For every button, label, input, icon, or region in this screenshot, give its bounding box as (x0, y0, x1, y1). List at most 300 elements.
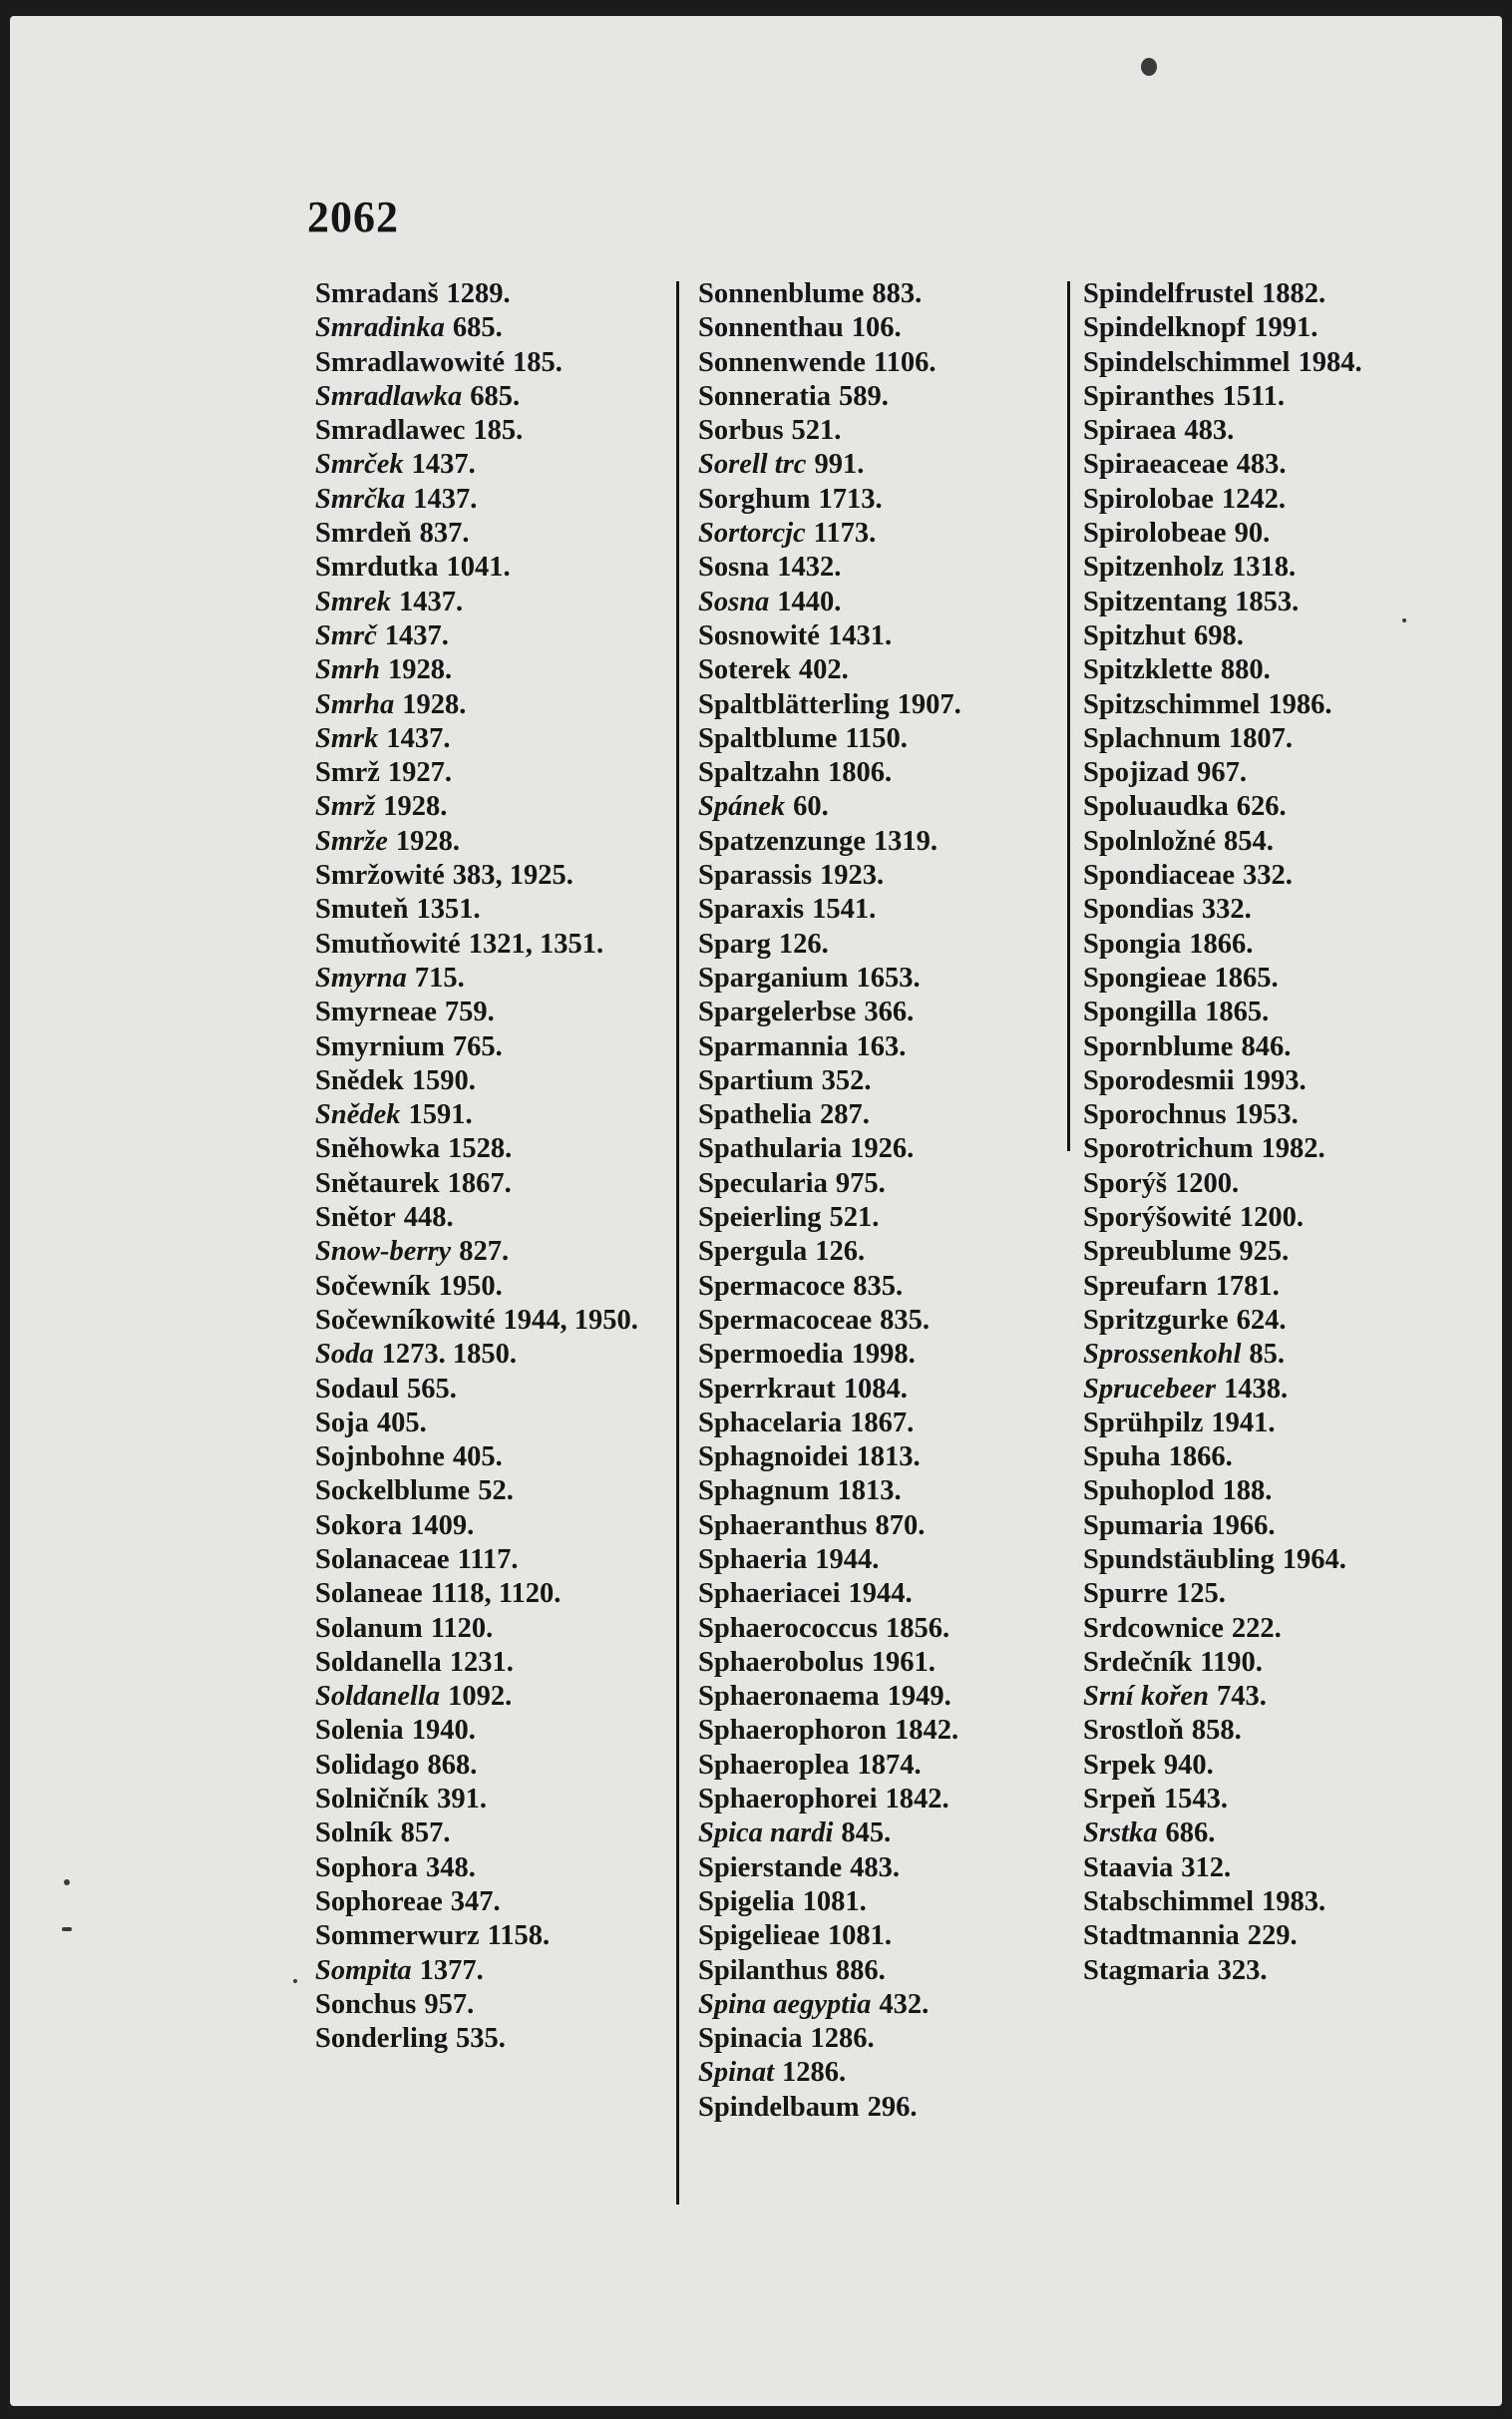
entry-page-ref: 163. (856, 1030, 907, 1062)
entry-name: Solaneae (315, 1578, 423, 1610)
index-entry (315, 1167, 664, 1201)
index-entry (315, 1885, 664, 1919)
index-entry (1083, 1919, 1422, 1953)
column-rule (676, 281, 679, 2205)
index-entry (315, 1474, 664, 1508)
entry-page-ref: 1351. (416, 894, 481, 926)
entry-name: Spitzentang (1083, 586, 1228, 617)
entry-page-ref: 1200. (1239, 1202, 1304, 1234)
entry-name: Sophora (315, 1851, 418, 1883)
index-entry (698, 962, 1057, 996)
entry-page-ref: 1923. (820, 860, 885, 892)
entry-name: Soda (315, 1339, 374, 1371)
entry-name: Smrček (315, 449, 404, 481)
entry-name: Smrž (315, 757, 380, 789)
index-entry (315, 1919, 664, 1953)
entry-name: Sortorcjc (698, 518, 806, 550)
entry-page-ref: 1867. (850, 1407, 915, 1438)
entry-name: Srpek (1083, 1749, 1156, 1781)
entry-page-ref: 52. (478, 1475, 514, 1507)
entry-name: Spornblume (1083, 1030, 1234, 1062)
index-entry (1083, 1543, 1422, 1577)
entry-page-ref: 1092. (448, 1681, 513, 1713)
index-entry (315, 1816, 664, 1850)
index-entry (698, 1509, 1057, 1543)
index-entry (698, 448, 1057, 482)
entry-page-ref: 1874. (857, 1749, 922, 1781)
entry-page-ref: 521. (829, 1202, 880, 1234)
index-entry (698, 1749, 1057, 1783)
entry-page-ref: 312. (1181, 1851, 1232, 1883)
entry-name: Sphagnum (698, 1475, 830, 1507)
entry-page-ref: 835. (880, 1304, 930, 1336)
index-entry (698, 1373, 1057, 1407)
entry-page-ref: 1150. (845, 722, 908, 754)
entry-name: Spierstande (698, 1851, 843, 1883)
entry-page-ref: 1541. (812, 894, 877, 926)
index-entry (315, 1440, 664, 1474)
index-entry (698, 1474, 1057, 1508)
entry-name: Sphaerophorei (698, 1784, 878, 1815)
entry-name: Sphaeroplea (698, 1749, 850, 1781)
entry-name: Sporodesmii (1083, 1064, 1235, 1096)
entry-name: Sodaul (315, 1373, 399, 1405)
entry-name: Spoluaudka (1083, 791, 1229, 823)
index-column-3 (1083, 277, 1422, 1988)
entry-name: Sparaxis (698, 894, 805, 926)
index-entry (1083, 1954, 1422, 1988)
entry-name: Spongilla (1083, 997, 1198, 1028)
entry-name: Spina aegyptia (698, 1988, 872, 2020)
index-entry (1083, 1064, 1422, 1098)
entry-name: Sparassis (698, 860, 813, 892)
index-entry (315, 1304, 664, 1338)
entry-page-ref: 1966. (1211, 1509, 1276, 1541)
entry-name: Spurre (1083, 1578, 1168, 1610)
index-entry (1083, 1098, 1422, 1132)
index-entry (315, 825, 664, 859)
index-entry (315, 517, 664, 551)
entry-name: Sphaerococcus (698, 1612, 878, 1644)
entry-page-ref: 1856. (885, 1612, 950, 1644)
print-speck (62, 1927, 72, 1931)
index-entry (315, 1407, 664, 1440)
entry-page-ref: 1866. (1189, 928, 1254, 960)
entry-name: Smrh (315, 654, 380, 686)
index-entry (698, 1098, 1057, 1132)
entry-name: Spirolobeae (1083, 518, 1227, 550)
print-speck (293, 1979, 297, 1983)
entry-page-ref: 1853. (1235, 586, 1300, 617)
entry-name: Specularia (698, 1167, 828, 1199)
index-entry (698, 1919, 1057, 1953)
entry-page-ref: 1865. (1205, 997, 1270, 1028)
entry-page-ref: 1928. (383, 791, 448, 823)
index-entry (698, 859, 1057, 893)
index-entry (1083, 619, 1422, 653)
entry-page-ref: 188. (1222, 1475, 1273, 1507)
entry-page-ref: 957. (424, 1988, 475, 2020)
index-entry (1083, 1030, 1422, 1064)
entry-name: Sockelblume (315, 1475, 471, 1507)
entry-page-ref: 1998. (851, 1339, 916, 1371)
entry-page-ref: 126. (778, 928, 829, 960)
entry-page-ref: 1117. (457, 1543, 519, 1575)
index-entry (1083, 483, 1422, 517)
entry-name: Smyrnium (315, 1030, 445, 1062)
entry-page-ref: 90. (1234, 518, 1271, 550)
entry-page-ref: 1190. (1200, 1646, 1263, 1678)
entry-page-ref: 1084. (843, 1373, 908, 1405)
index-entry (698, 346, 1057, 380)
entry-page-ref: 975. (835, 1167, 886, 1199)
index-entry (315, 790, 664, 824)
index-entry (1083, 756, 1422, 790)
index-entry (698, 1440, 1057, 1474)
entry-name: Spritzgurke (1083, 1304, 1229, 1336)
entry-name: Sprucebeer (1083, 1373, 1216, 1405)
index-entry (1083, 1132, 1422, 1166)
entry-name: Sporýš (1083, 1167, 1167, 1199)
entry-name: Spathularia (698, 1133, 843, 1165)
index-entry (698, 1132, 1057, 1166)
index-entry (1083, 1851, 1422, 1885)
entry-page-ref: 827. (459, 1236, 510, 1268)
entry-page-ref: 483. (1236, 449, 1287, 481)
index-entry (698, 1030, 1057, 1064)
entry-name: Smrže (315, 825, 388, 857)
entry-page-ref: 837. (419, 518, 470, 550)
index-entry (315, 1235, 664, 1269)
entry-page-ref: 1713. (818, 483, 883, 515)
entry-page-ref: 626. (1236, 791, 1287, 823)
index-entry (1083, 962, 1422, 996)
entry-page-ref: 222. (1231, 1612, 1282, 1644)
entry-page-ref: 1286. (782, 2057, 847, 2089)
entry-name: Spuhoplod (1083, 1475, 1215, 1507)
entry-name: Sphaeranthus (698, 1509, 868, 1541)
index-entry (1083, 1167, 1422, 1201)
index-entry (698, 1783, 1057, 1816)
entry-page-ref: 1953. (1234, 1099, 1299, 1131)
index-entry (698, 722, 1057, 756)
entry-name: Sonderling (315, 2023, 449, 2055)
entry-page-ref: 1928. (387, 654, 453, 686)
entry-name: Spartium (698, 1064, 814, 1096)
entry-page-ref: 1986. (1268, 688, 1332, 720)
entry-name: Smrdeň (315, 518, 412, 550)
entry-page-ref: 1961. (871, 1646, 936, 1678)
entry-page-ref: 287. (820, 1099, 870, 1131)
entry-page-ref: 1781. (1215, 1270, 1280, 1302)
index-entry (698, 2022, 1057, 2056)
index-entry (315, 1851, 664, 1885)
entry-name: Smyrna (315, 962, 407, 994)
entry-name: Soldanella (315, 1646, 442, 1678)
entry-name: Spitzhut (1083, 619, 1186, 651)
entry-name: Sonnenthau (698, 312, 844, 344)
entry-page-ref: 1289. (446, 278, 511, 309)
index-entry (698, 1885, 1057, 1919)
index-entry (1083, 1440, 1422, 1474)
entry-page-ref: 106. (851, 312, 902, 344)
index-entry (1083, 1749, 1422, 1783)
entry-name: Spindelbaum (698, 2091, 860, 2123)
index-entry (315, 688, 664, 722)
index-entry (1083, 1270, 1422, 1304)
entry-name: Smrdutka (315, 552, 439, 584)
entry-page-ref: 1200. (1174, 1167, 1240, 1199)
index-entry (698, 483, 1057, 517)
entry-name: Smradinka (315, 312, 445, 344)
entry-name: Sonneratia (698, 380, 832, 412)
index-entry (698, 1612, 1057, 1646)
index-entry (698, 1407, 1057, 1440)
entry-page-ref: 1106. (873, 346, 937, 378)
index-entry (1083, 1783, 1422, 1816)
entry-page-ref: 1927. (387, 757, 453, 789)
entry-name: Sommerwurz (315, 1920, 480, 1952)
index-entry (315, 311, 664, 345)
index-entry (1083, 928, 1422, 962)
entry-name: Sphacelaria (698, 1407, 843, 1438)
entry-page-ref: 1437. (386, 722, 451, 754)
entry-page-ref: 1842. (885, 1784, 949, 1815)
entry-name: Stagmaria (1083, 1954, 1210, 1986)
index-entry (315, 1680, 664, 1714)
entry-page-ref: 686. (1165, 1817, 1216, 1849)
entry-name: Spatzenzunge (698, 825, 866, 857)
entry-page-ref: 1590. (411, 1064, 476, 1096)
entry-name: Spilanthus (698, 1954, 828, 1986)
index-entry (1083, 1612, 1422, 1646)
entry-name: Sompita (315, 1954, 412, 1986)
entry-page-ref: 1158. (487, 1920, 551, 1952)
entry-name: Spermacoceae (698, 1304, 873, 1336)
entry-page-ref: 845. (841, 1817, 892, 1849)
entry-page-ref: 383, 1925. (452, 860, 573, 892)
index-entry (698, 653, 1057, 687)
entry-page-ref: 1865. (1214, 962, 1279, 994)
entry-name: Spaltblume (698, 722, 838, 754)
index-entry (698, 380, 1057, 414)
entry-page-ref: 1081. (802, 1885, 867, 1917)
entry-page-ref: 1984. (1298, 346, 1362, 378)
entry-page-ref: 125. (1176, 1578, 1226, 1610)
entry-page-ref: 1273. 1850. (381, 1339, 517, 1371)
index-entry (1083, 1816, 1422, 1850)
entry-name: Sonnenblume (698, 278, 865, 309)
entry-page-ref: 846. (1241, 1030, 1292, 1062)
entry-page-ref: 1993. (1242, 1064, 1307, 1096)
index-entry (315, 1030, 664, 1064)
entry-page-ref: 1440. (777, 586, 842, 617)
index-entry (315, 893, 664, 927)
entry-name: Sophoreae (315, 1885, 443, 1917)
entry-name: Sporýšowité (1083, 1202, 1232, 1234)
entry-name: Smutňowité (315, 928, 461, 960)
index-entry (1083, 790, 1422, 824)
index-entry (1083, 825, 1422, 859)
entry-name: Spermoedia (698, 1339, 844, 1371)
print-speck (64, 1879, 70, 1885)
entry-page-ref: 60. (793, 791, 829, 823)
entry-page-ref: 402. (798, 654, 849, 686)
entry-page-ref: 1928. (395, 825, 460, 857)
entry-name: Spinat (698, 2057, 775, 2089)
index-entry (1083, 1201, 1422, 1235)
entry-page-ref: 1543. (1163, 1784, 1228, 1815)
entry-name: Sphaeriacei (698, 1578, 841, 1610)
entry-name: Smrčka (315, 483, 406, 515)
index-entry (1083, 1373, 1422, 1407)
index-entry (1083, 517, 1422, 551)
entry-page-ref: 1807. (1228, 722, 1293, 754)
entry-page-ref: 886. (835, 1954, 886, 1986)
entry-name: Sperrkraut (698, 1373, 836, 1405)
entry-name: Spargelerbse (698, 997, 857, 1028)
entry-name: Srní kořen (1083, 1681, 1209, 1713)
entry-name: Sorell trc (698, 449, 807, 481)
entry-page-ref: 1591. (408, 1099, 473, 1131)
entry-page-ref: 858. (1191, 1715, 1242, 1747)
index-entry (315, 586, 664, 619)
index-entry (1083, 1646, 1422, 1680)
entry-page-ref: 835. (853, 1270, 904, 1302)
entry-page-ref: 1867. (447, 1167, 512, 1199)
entry-page-ref: 323. (1217, 1954, 1268, 1986)
entry-name: Spindelschimmel (1083, 346, 1291, 378)
entry-name: Spaltzahn (698, 757, 820, 789)
entry-page-ref: 624. (1236, 1304, 1287, 1336)
entry-name: Snědek (315, 1099, 401, 1131)
entry-page-ref: 1286. (810, 2023, 875, 2055)
index-entry (1083, 277, 1422, 311)
entry-page-ref: 685. (470, 380, 521, 412)
entry-name: Sparg (698, 928, 771, 960)
index-entry (1083, 859, 1422, 893)
entry-name: Sorghum (698, 483, 811, 515)
index-entry (1083, 1407, 1422, 1440)
entry-name: Sporotrichum (1083, 1133, 1254, 1165)
entry-page-ref: 347. (450, 1885, 501, 1917)
index-entry (315, 1749, 664, 1783)
entry-name: Spitzschimmel (1083, 688, 1261, 720)
entry-page-ref: 391. (437, 1784, 487, 1815)
index-entry (1083, 1885, 1422, 1919)
entry-page-ref: 352. (821, 1064, 872, 1096)
entry-page-ref: 1242. (1221, 483, 1287, 515)
index-column-1 (315, 277, 664, 2056)
entry-page-ref: 1173. (813, 518, 877, 550)
paper-sheet (10, 16, 1502, 2406)
entry-name: Smrž (315, 791, 376, 823)
index-entry (698, 1338, 1057, 1372)
index-entry (1083, 586, 1422, 619)
index-entry (315, 1646, 664, 1680)
entry-page-ref: 1437. (411, 449, 476, 481)
entry-page-ref: 1926. (850, 1133, 915, 1165)
index-entry (698, 586, 1057, 619)
index-entry (1083, 1338, 1422, 1372)
entry-name: Smržowité (315, 860, 445, 892)
index-entry (698, 277, 1057, 311)
entry-name: Soldanella (315, 1681, 441, 1713)
entry-page-ref: 1528. (448, 1133, 513, 1165)
index-entry (698, 1270, 1057, 1304)
entry-name: Spiraeaceae (1083, 449, 1229, 481)
index-entry (315, 551, 664, 585)
entry-page-ref: 432. (879, 1988, 930, 2020)
index-entry (315, 277, 664, 311)
index-entry (315, 483, 664, 517)
entry-page-ref: 126. (815, 1236, 866, 1268)
index-entry (1083, 346, 1422, 380)
entry-page-ref: 521. (791, 415, 842, 447)
entry-page-ref: 1866. (1168, 1441, 1233, 1473)
index-entry (315, 1714, 664, 1748)
entry-name: Spitzenholz (1083, 552, 1224, 584)
entry-name: Spathelia (698, 1099, 813, 1131)
index-entry (315, 1373, 664, 1407)
entry-name: Sočewníkowité (315, 1304, 496, 1336)
index-entry (1083, 688, 1422, 722)
index-entry (315, 1577, 664, 1611)
entry-name: Solník (315, 1817, 393, 1849)
index-entry (315, 859, 664, 893)
entry-page-ref: 1231. (449, 1646, 514, 1678)
entry-page-ref: 565. (406, 1373, 457, 1405)
index-entry (1083, 380, 1422, 414)
entry-page-ref: 868. (427, 1749, 478, 1781)
index-entry (315, 653, 664, 687)
entry-page-ref: 1432. (777, 552, 842, 584)
index-entry (1083, 551, 1422, 585)
entry-name: Snětor (315, 1202, 396, 1234)
entry-name: Solanum (315, 1612, 423, 1644)
entry-page-ref: 1319. (873, 825, 938, 857)
entry-name: Smradanš (315, 278, 439, 309)
entry-page-ref: 1964. (1282, 1543, 1346, 1575)
entry-page-ref: 870. (875, 1509, 926, 1541)
index-entry (315, 380, 664, 414)
entry-page-ref: 1431. (827, 619, 893, 651)
entry-name: Smradlawec (315, 415, 466, 447)
entry-page-ref: 1950. (438, 1270, 503, 1302)
entry-name: Spongia (1083, 928, 1182, 960)
entry-name: Sorbus (698, 415, 784, 447)
entry-name: Sphaeronaema (698, 1681, 880, 1713)
entry-name: Spreufarn (1083, 1270, 1208, 1302)
entry-name: Smradlawka (315, 380, 463, 412)
index-entry (315, 962, 664, 996)
entry-name: Spitzklette (1083, 654, 1213, 686)
index-entry (315, 346, 664, 380)
index-entry (698, 825, 1057, 859)
print-speck (1141, 58, 1157, 76)
entry-page-ref: 685. (452, 312, 503, 344)
entry-page-ref: 1882. (1262, 278, 1326, 309)
entry-name: Soterek (698, 654, 791, 686)
index-entry (698, 1816, 1057, 1850)
index-entry (698, 1201, 1057, 1235)
index-entry (315, 1783, 664, 1816)
index-entry (315, 1988, 664, 2022)
entry-name: Splachnum (1083, 722, 1221, 754)
entry-name: Srpeň (1083, 1784, 1156, 1815)
entry-page-ref: 765. (452, 1030, 503, 1062)
index-entry (698, 688, 1057, 722)
